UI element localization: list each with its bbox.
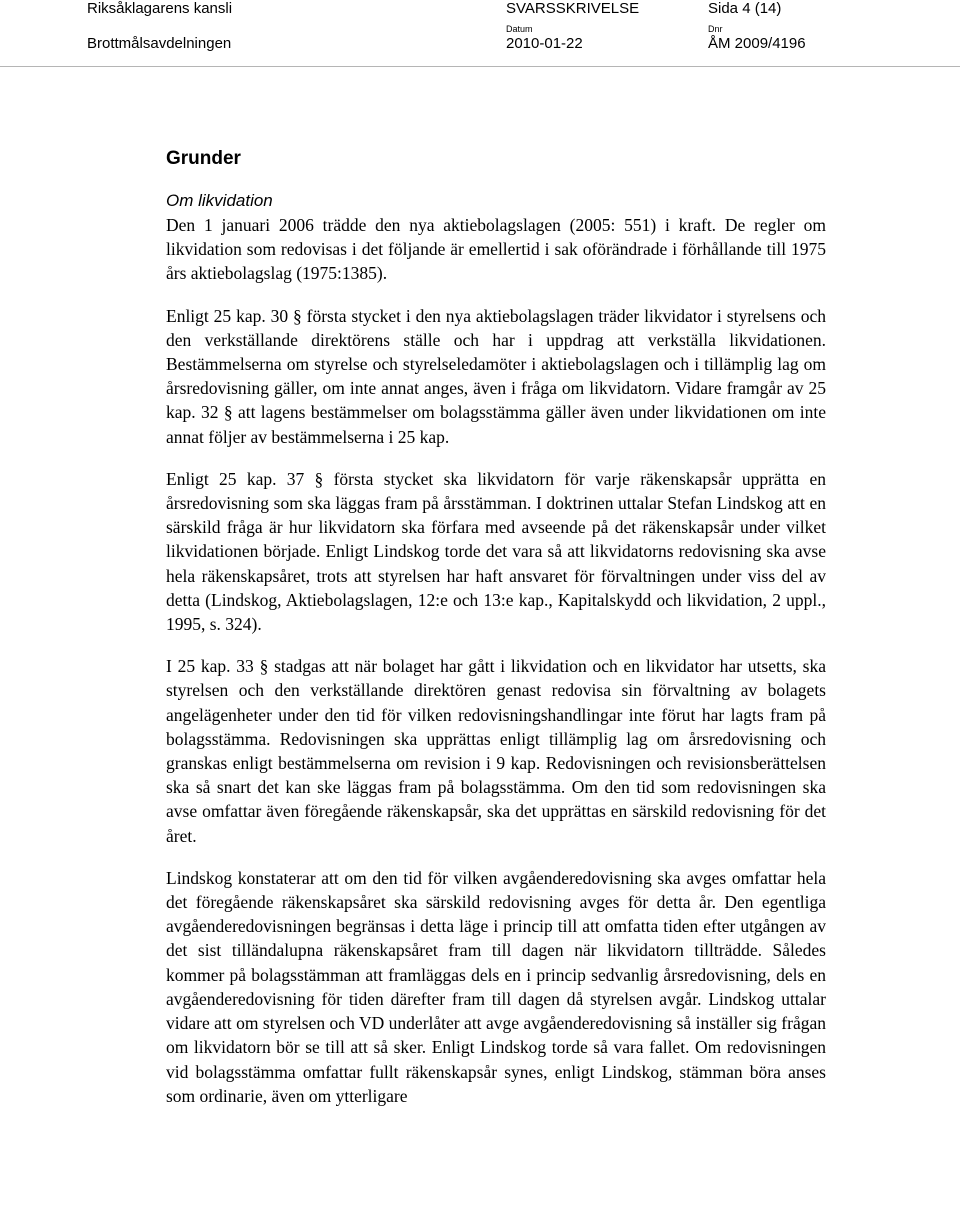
subsection-heading: Om likvidation xyxy=(166,191,273,210)
paragraph: Den 1 januari 2006 trädde den nya aktiebolagslagen (2005: 551) i kraft. De regler om likvidation som redovisas i det följande är emellertid i sak oförändrade i förhållande till 1975 års aktiebolagslag (1975:1385). xyxy=(166,215,826,284)
reference-label: Dnr xyxy=(708,24,723,34)
header-divider xyxy=(0,66,960,67)
date-label: Datum xyxy=(506,24,533,34)
paragraph: I 25 kap. 33 § stadgas att när bolaget har gått i likvidation och en likvidator har utsetts, ska styrelsen och den verkställande direktören genast redovisa sin förvaltning av bolagets angelägenheter under den tid för vilken redovisningshandlingar inte förut har lagts fram på bolagsstämma. Redovisningen ska upprättas enligt tillämplig lag om årsredovisning och granskas enligt bestämmelserna om revision i 9 kap. Redovisningen och revisionsberättelsen ska så snart det kan ske läggas fram på bolagsstämma. Om den tid som redovisningen ska avse omfattar även föregående räkenskapsår, ska det upprättas en särskild redovisning för det året. xyxy=(166,656,826,846)
page-header xyxy=(0,0,960,70)
department-name: Brottmålsavdelningen xyxy=(87,35,232,52)
paragraph: Lindskog konstaterar att om den tid för vilken avgåenderedovisning ska avges omfattar hela det föregående räkenskapsåret ska särskild redovisning avges för detta år. Den egentliga avgåenderedovisningen begränsas i detta läge i princip till att omfatta tiden efter utgången av det sist tilländalupna räkenskapsåret fram till dagen när likvidatorn tillträdde. Således kommer på bolagsstämman att framläggas dels en i princip sedvanlig årsredovisning, dels en avgåenderedovisning för tiden därefter fram till dagen då styrelsen avgår. Lindskog uttalar vidare att om styrelsen och VD underlåter att avge avgåenderedovisning så inställer sig frågan om likvidatorn bör se till att så sker. Enligt Lindskog torde så vara fallet. Om redovisningen vid bolagsstämma omfattar fullt räkenskapsår synes, enligt Lindskog, stämman böra anses som ordinarie, även om ytterligare xyxy=(166,867,826,1106)
paragraph: Enligt 25 kap. 30 § första stycket i den nya aktiebolagslagen träder likvidator i styrelsens och den verkställande direktörens ställe och har i uppdrag att verkställa likvidationen. Bestämmelserna om styrelse och styrelseledamöter i aktiebolagslagen och i tillämplig lag om årsredovisning gäller, om inte annat anges, även i fråga om likvidatorn. Vidare framgår av 25 kap. 32 § att lagens bestämmelser om bolagsstämma gäller även under likvidationen om inte annat följer av bestämmelserna i 25 kap. xyxy=(166,305,826,447)
page-number: Sida 4 (14) xyxy=(708,0,782,17)
document-date: 2010-01-22 xyxy=(506,35,583,52)
reference-number: ÅM 2009/4196 xyxy=(708,35,806,52)
document-body xyxy=(166,148,826,1126)
paragraph: Enligt 25 kap. 37 § första stycket ska likvidatorn för varje räkenskapsår upprätta en årsredovisning som ska läggas fram på årsstämman. I doktrinen uttalar Stefan Lindskog att en särskild fråga är hur likvidatorn ska förfara med avseende på det räkenskapsår under vilket likvidationen började. Enligt Lindskog torde det vara så att likvidatorns redovisning ska avse hela räkenskapsåret, trots att styrelsen har haft ansvaret för förvaltningen under viss del av detta (Lindskog, Aktiebolagslagen, 12:e och 13:e kap., Kapitalskydd och likvidation, 2 uppl., 1995, s. 324). xyxy=(166,468,826,635)
section-heading: Grunder xyxy=(166,148,241,169)
org-name: Riksåklagarens kansli xyxy=(87,0,233,17)
document-type: SVARSSKRIVELSE xyxy=(506,0,640,17)
